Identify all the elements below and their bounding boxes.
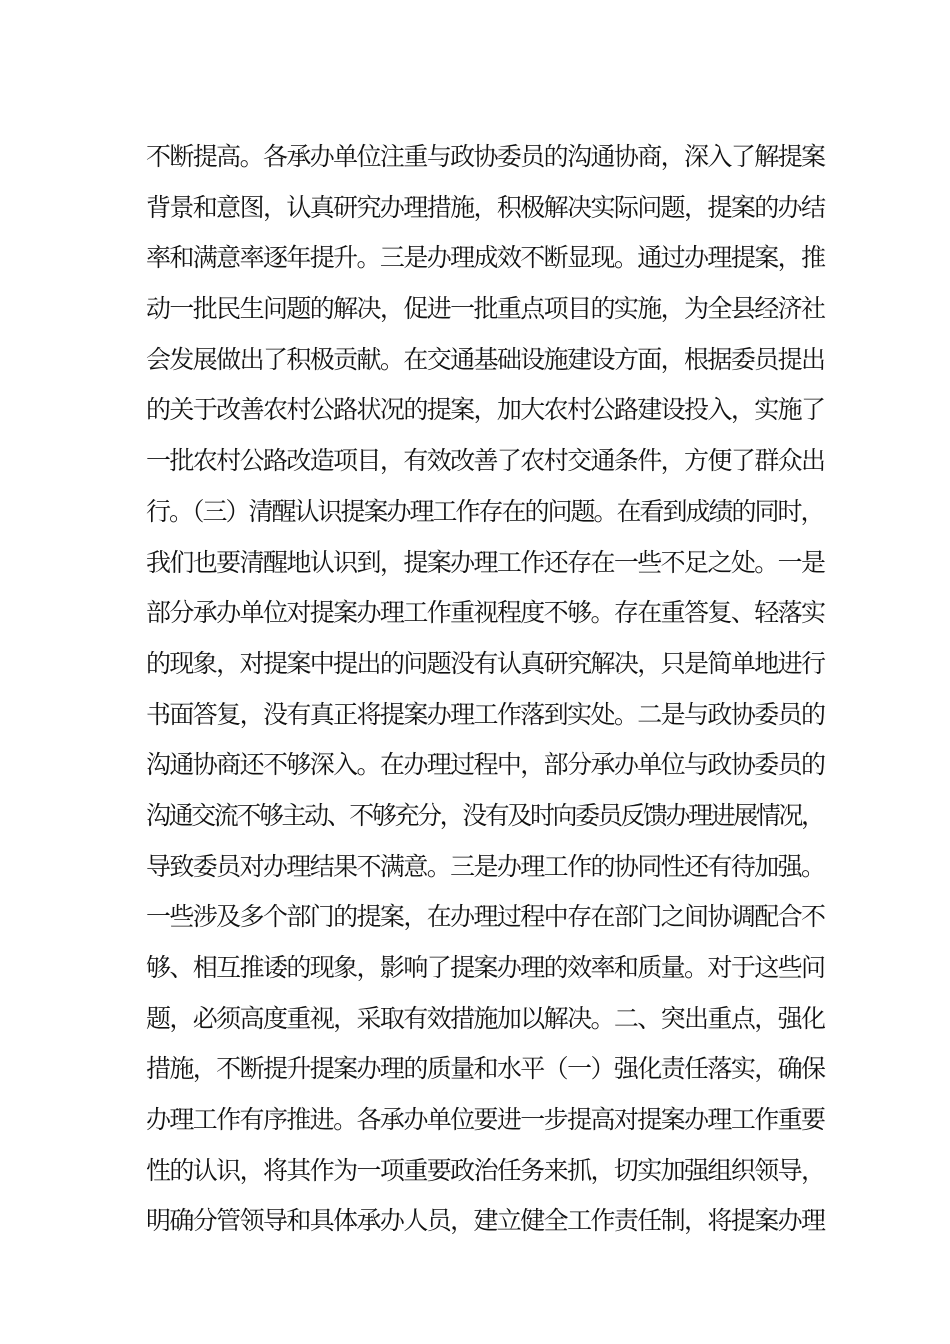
text-line: 行。（三）清醒认识提案办理工作存在的问题。在看到成绩的同时， [146,496,824,526]
text-line: 会发展做出了积极贡献。在交通基础设施建设方面，根据委员提出 [146,344,825,374]
text-line: 一些涉及多个部门的提案，在办理过程中存在部门之间协调配合不 [146,902,825,932]
body-text [146,132,826,1247]
text-line: 够、相互推诿的现象，影响了提案办理的效率和质量。对于这些问 [146,953,825,982]
text-line: 措施，不断提升提案办理的质量和水平（一）强化责任落实，确保 [146,1054,825,1084]
text-line: 的现象，对提案中提出的问题没有认真研究解决，只是简单地进行 [146,648,825,678]
text-line: 一批农村公路改造项目，有效改善了农村交通条件，方便了群众出 [146,446,825,476]
text-line: 题，必须高度重视，采取有效措施加以解决。二、突出重点，强化 [146,1003,825,1033]
text-line: 明确分管领导和具体承办人员，建立健全工作责任制，将提案办理 [146,1206,825,1236]
text-line: 背景和意图，认真研究办理措施，积极解决实际问题，提案的办结 [146,192,825,222]
text-line: 部分承办单位对提案办理工作重视程度不够。存在重答复、轻落实 [146,598,825,628]
text-line: 书面答复，没有真正将提案办理工作落到实处。二是与政协委员的 [146,699,825,729]
text-line: 我们也要清醒地认识到，提案办理工作还存在一些不足之处。一是 [146,547,825,577]
text-line: 性的认识，将其作为一项重要政治任务来抓，切实加强组织领导， [146,1155,825,1185]
text-line: 动一批民生问题的解决，促进一批重点项目的实施，为全县经济社 [146,294,825,324]
text-line: 不断提高。各承办单位注重与政协委员的沟通协商，深入了解提案 [146,142,825,171]
text-line: 导致委员对办理结果不满意。三是办理工作的协同性还有待加强。 [146,851,825,881]
text-line: 沟通协商还不够深入。在办理过程中，部分承办单位与政协委员的 [146,750,825,780]
text-line: 沟通交流不够主动、不够充分，没有及时向委员反馈办理进展情况， [146,800,824,830]
text-line: 率和满意率逐年提升。三是办理成效不断显现。通过办理提案，推 [146,243,825,273]
text-line: 的关于改善农村公路状况的提案，加大农村公路建设投入，实施了 [146,395,825,425]
text-line: 办理工作有序推进。各承办单位要进一步提高对提案办理工作重要 [146,1105,825,1135]
